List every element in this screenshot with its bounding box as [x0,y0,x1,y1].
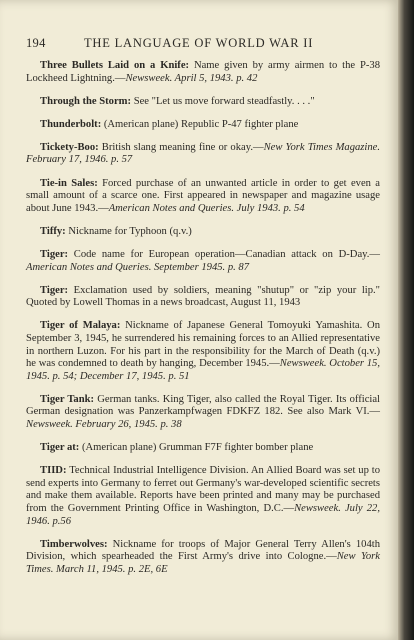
entry-term: TIID: [40,465,67,477]
entry-text: Name given by army airmen to the P-38 Lockheed Lightning.— [26,60,381,84]
glossary-entry [26,119,380,132]
running-title: THE LANGUAGE OF WORLD WAR II [84,36,314,50]
entry-term: Through the Storm: [40,95,132,107]
entry-term: Tiger: [40,284,69,296]
entry-term: Three Bullets Laid on a Knife: [40,60,190,71]
entry-text: Forced purchase of an unwanted article in order to get even a small amount of a scarce one. First appeared in newspaper and magazine usage about June 1943.— [26,177,381,214]
glossary-entry [26,142,380,167]
entry-term: Timberwolves: [40,538,108,550]
entry-term: Thunderbolt: [40,118,102,130]
glossary-entry [26,285,380,310]
entry-source: Newsweek. October 15, 1945. p. 54; December 17, 1945. p. 51 [26,358,381,382]
glossary-entry [26,394,380,432]
entry-source: American Notes and Queries. September 1945. p. 87 [26,261,250,273]
entry-source: Newsweek. February 26, 1945. p. 38 [26,418,182,430]
entry-text: See "Let us move forward steadfastly. . . ." [131,95,315,107]
glossary-entry [26,96,380,109]
glossary-entry [26,320,380,383]
entry-source: Newsweek. April 5, 1943. p. 42 [125,72,258,84]
entry-text: (American plane) Republic P-47 fighter plane [101,118,299,130]
page-number: 194 [26,36,46,50]
entry-text: Nickname for Typhoon (q.v.) [65,225,192,237]
page-edge-shadow [398,0,414,640]
entry-term: Tiger Tank: [40,393,95,405]
entry-text: Nickname of Japanese General Tomoyuki Yamashita. On September 3, 1945, he surrendered his remaining forces to an Allied representative in northern Luzon. For his part in the responsibility for the March of Death (q.v.) he was condemned to death by hanging, December 1945.— [26,320,380,370]
glossary-entry [26,60,380,85]
entry-text: Technical Industrial Intelligence Division. An Allied Board was set up to send experts into Germany to ferret out Germany's war-developed scientific secrets and make them available. Reports have been printed and many may be purchased from the Government Printing Office in Washington, D.C.— [26,465,380,514]
glossary-entry [26,442,380,455]
entry-term: Tiffy: [40,225,66,237]
entry-source: American Notes and Queries. July 1943. p. 54 [108,202,305,214]
entry-term: Tickety-Boo: [40,141,99,153]
glossary-entry [26,465,380,528]
entry-text: Code name for European operation—Canadian attack on D-Day.— [68,248,380,260]
entry-text: (American plane) Grumman F7F fighter bomber plane [79,442,314,454]
entry-text: German tanks. King Tiger, also called the Royal Tiger. Its official German designation was Panzerkampfwagen FDKFZ 182. See also Mark VI.— [26,393,380,418]
entry-source: Newsweek. July 22, 1946. p.56 [26,502,380,527]
entry-term: Tie-in Sales: [40,177,98,189]
glossary-entry [26,226,380,239]
entry-term: Tiger at: [40,442,80,454]
entry-source: New York Times. March 11, 1945. p. 2E, 6E [26,551,380,575]
entry-text: Exclamation used by soldiers, meaning "shutup" or "zip your lip." Quoted by Lowell Thomas in a news broadcast, August 11, 1943 [26,284,380,309]
entry-term: Tiger: [40,248,69,260]
entry-source: New York Times Magazine. February 17, 1946. p. 57 [26,141,380,166]
glossary-entries [26,60,380,587]
entry-term: Tiger of Malaya: [40,320,121,332]
entry-text: British slang meaning fine or okay.— [98,141,264,153]
glossary-entry [26,178,380,216]
glossary-entry [26,539,380,577]
glossary-entry [26,249,380,274]
entry-text: Nickname for troops of Major General Terry Allen's 104th Division, which spearheaded the First Army's drive into Cologne.— [26,538,380,563]
